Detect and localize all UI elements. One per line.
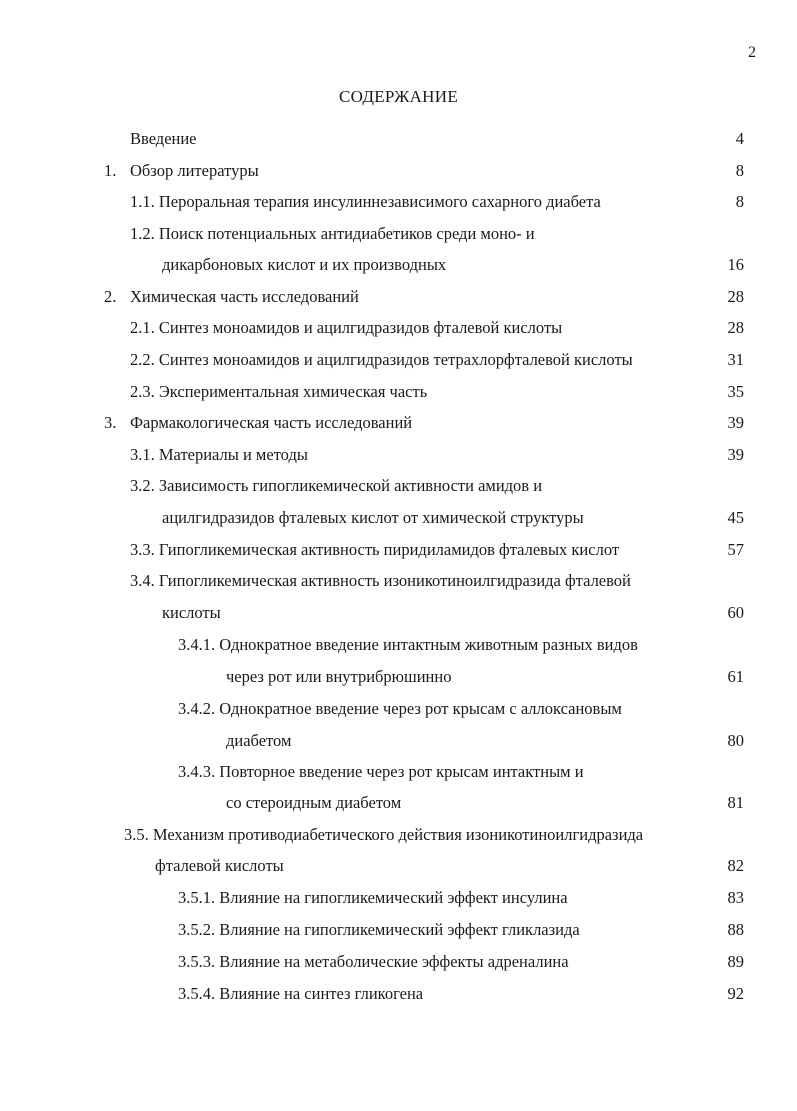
toc-entry-text: 2.3. Экспериментальная химическая часть [130, 382, 428, 401]
toc-entry-text: 1.1. Пероральная терапия инсулиннезависимого сахарного диабета [130, 192, 601, 211]
toc-entry-page: 83 [727, 888, 744, 907]
toc-entry-text: диабетом [226, 731, 292, 750]
toc-entry-text: 3.5.4. Влияние на синтез гликогена [178, 984, 424, 1003]
toc-entry-text: 2.2. Синтез моноамидов и ацилгидразидов тетрахлорфталевой кислоты [130, 350, 633, 369]
toc-entry-page: 80 [727, 731, 744, 750]
toc-entry-text: кислоты [162, 603, 221, 622]
toc-entry-page: 89 [727, 952, 744, 971]
toc-entry-page: 16 [727, 255, 744, 274]
toc-entry-page: 28 [727, 318, 744, 337]
toc-entry-text: Химическая часть исследований [130, 287, 359, 306]
page-title: СОДЕРЖАНИЕ [338, 87, 459, 106]
toc-entry-page: 92 [727, 984, 744, 1003]
toc-entry [0, 854, 797, 878]
toc-entry-page: 8 [735, 161, 744, 180]
toc-entry [0, 791, 797, 815]
toc-entry-text: 3.4.1. Однократное введение интактным животным разных видов [178, 635, 638, 654]
toc-entry-page: 57 [727, 540, 744, 559]
toc-entry-text: 3.4.3. Повторное введение через рот крысам интактным и [178, 762, 584, 781]
toc-entry-page: 81 [727, 793, 744, 812]
toc-entry-page: 39 [727, 445, 744, 464]
toc-entry [0, 886, 797, 910]
toc-entry [0, 285, 797, 309]
toc-entry [0, 918, 797, 942]
toc-entry-text: ацилгидразидов фталевых кислот от химической структуры [162, 508, 584, 527]
toc-entry [0, 159, 797, 183]
toc-entry [0, 697, 797, 721]
toc-entry [0, 411, 797, 435]
toc-entry [0, 127, 797, 151]
toc-entry-text: 3.5.2. Влияние на гипогликемический эффект гликлазида [178, 920, 580, 939]
toc-entry [0, 348, 797, 372]
toc-entry [0, 253, 797, 277]
toc-entry-page: 82 [727, 856, 744, 875]
toc-entry-page: 45 [727, 508, 744, 527]
toc-entry-page: 39 [727, 413, 744, 432]
toc-entry-page: 35 [727, 382, 744, 401]
toc-entry [0, 380, 797, 404]
toc-entry [0, 665, 797, 689]
toc-entry [0, 538, 797, 562]
toc-entry-text: через рот или внутрибрюшинно [226, 667, 452, 686]
toc-entry [0, 729, 797, 753]
toc-entry [0, 190, 797, 214]
toc-entry-text: 3.4. Гипогликемическая активность изоникотиноилгидразида фталевой [130, 571, 631, 590]
toc-entry [0, 601, 797, 625]
toc-entry [0, 823, 797, 847]
toc-entry-text: 1.2. Поиск потенциальных антидиабетиков среди моно- и [130, 224, 535, 243]
toc-entry [0, 633, 797, 657]
toc-entry-page: 28 [727, 287, 744, 306]
toc-entry-text: дикарбоновых кислот и их производных [162, 255, 447, 274]
toc-entry-text: Фармакологическая часть исследований [130, 413, 413, 432]
toc-entry [0, 316, 797, 340]
toc-entry [0, 222, 797, 246]
toc-entry-text: 3.3. Гипогликемическая активность пиридиламидов фталевых кислот [130, 540, 620, 559]
toc-entry-text: фталевой кислоты [155, 856, 284, 875]
toc-entry-text: Введение [130, 129, 197, 148]
toc-entry [0, 760, 797, 784]
toc-entry-number: 1. [104, 161, 117, 180]
toc-entry-page: 60 [727, 603, 744, 622]
toc-entry-page: 4 [735, 129, 744, 148]
toc-entry-page: 31 [727, 350, 744, 369]
toc-entry-text: Обзор литературы [130, 161, 259, 180]
toc-entry [0, 474, 797, 498]
toc-entry [0, 443, 797, 467]
toc-entry [0, 569, 797, 593]
toc-entry-text: со стероидным диабетом [226, 793, 402, 812]
toc-entry-text: 2.1. Синтез моноамидов и ацилгидразидов фталевой кислоты [130, 318, 563, 337]
toc-entry [0, 950, 797, 974]
page-number: 2 [748, 44, 756, 61]
toc-entry-page: 88 [727, 920, 744, 939]
toc-entry [0, 982, 797, 1006]
toc-entry-text: 3.2. Зависимость гипогликемической активности амидов и [130, 476, 543, 495]
toc-entry-text: 3.5. Механизм противодиабетического действия изоникотиноилгидразида [124, 825, 644, 844]
toc-entry-number: 3. [104, 413, 117, 432]
toc-entry-number: 2. [104, 287, 117, 306]
toc-entry-page: 61 [727, 667, 744, 686]
toc-entry-page: 8 [735, 192, 744, 211]
toc-entry-text: 3.4.2. Однократное введение через рот крысам с аллоксановым [178, 699, 622, 718]
toc-entry-text: 3.5.1. Влияние на гипогликемический эффект инсулина [178, 888, 568, 907]
toc-entry [0, 506, 797, 530]
toc-entry-text: 3.5.3. Влияние на метаболические эффекты адреналина [178, 952, 569, 971]
toc-entry-text: 3.1. Материалы и методы [130, 445, 308, 464]
